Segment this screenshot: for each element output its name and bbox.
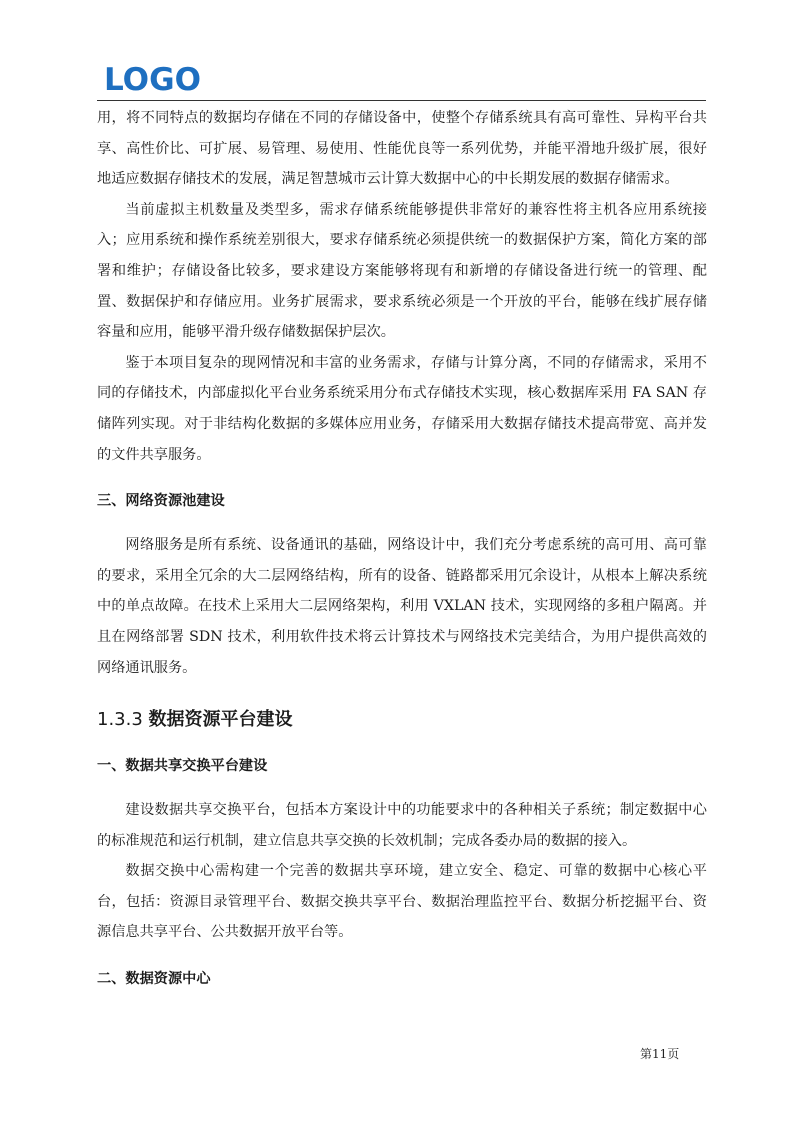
heading-network-pool: 三、网络资源池建设 [97,493,225,510]
paragraph-sharing-platform: 建设数据共享交换平台，包括本方案设计中的功能要求中的各种相关子系统；制定数据中心的标准规范和运行机制，建立信息共享交换的长效机制；完成各委办局的数据的接入。 [97,802,707,849]
section-title-text: 数据资源平台建设 [148,709,293,731]
heading-data-sharing: 一、数据共享交换平台建设 [97,758,268,775]
paragraph-exchange-center: 数据交换中心需构建一个完善的数据共享环境，建立安全、稳定、可靠的数据中心核心平台，包括：资源目录管理平台、数据交换共享平台、数据治理监控平台、数据分析挖掘平台、资源信息共享平台、公共数据开放平台等。 [97,863,707,941]
paragraph-storage-requirements: 当前虚拟主机数量及类型多，需求存储系统能够提供非常好的兼容性将主机各应用系统接入；应用系统和操作系统差别很大，要求存储系统必须提供统一的数据保护方案，简化方案的部署和维护；存储设备比较多，要求建设方案能够将现有和新增的存储设备进行统一的管理、配置、数据保护和存储应用。业务扩展需求，要求系统必须是一个开放的平台，能够在线扩展存储容量和应用，能够平滑升级存储数据保护层次。 [97,201,707,341]
page-header [97,60,706,101]
paragraph-storage-continued: 用，将不同特点的数据均存储在不同的存储设备中，使整个存储系统具有高可靠性、异构平台共享、高性价比、可扩展、易管理、易使用、性能优良等一系列优势，并能平滑地升级扩展，很好地适应数据存储技术的发展，满足智慧城市云计算大数据中心的中长期发展的数据存储需求。 [97,110,707,188]
paragraph-network-service: 网络服务是所有系统、设备通讯的基础，网络设计中，我们充分考虑系统的高可用、高可靠的要求，采用全冗余的大二层网络结构，所有的设备、链路都采用冗余设计，从根本上解决系统中的单点故障。在技术上采用大二层网络架构，利用 VXLAN 技术，实现网络的多租户隔离。并且在网络部署 SDN 技术，利用软件技术将云计算技术与网络技术完美结合，为用户提供高效的网络通讯服务。 [97,537,707,676]
section-title [97,705,707,735]
company-logo [104,64,204,94]
heading-data-center: 二、数据资源中心 [97,971,211,988]
paragraph-storage-technology: 鉴于本项目复杂的现网情况和丰富的业务需求，存储与计算分离，不同的存储需求，采用不同的存储技术，内部虚拟化平台业务系统采用分布式存储技术实现，核心数据库采用 FA SAN 存储阵列实现。对于非结构化数据的多媒体应用业务，存储采用大数据存储技术提高带宽、高并发的文件共享服务。 [97,354,707,463]
document-body [97,103,707,994]
section-number: 1.3.3 [97,709,143,731]
page-number: 第11页 [640,1047,680,1061]
logo-text: LOGO [104,64,201,94]
